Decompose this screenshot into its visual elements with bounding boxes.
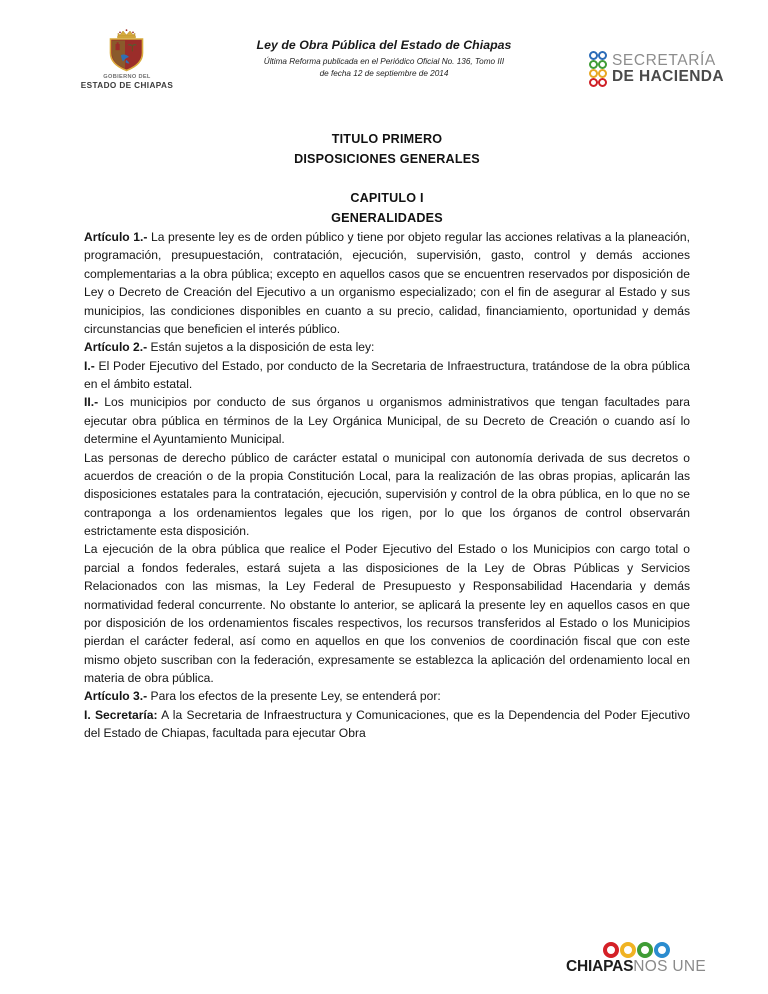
article-label: Artículo 1.- bbox=[84, 230, 148, 245]
article-text: A la Secretaria de Infraestructura y Comunicaciones, que es la Dependencia del Poder Ejecutivo del Estado de Chiapas, facultada para ejecutar Obra bbox=[84, 707, 690, 741]
document-subtitle-line2: de fecha 12 de septiembre de 2014 bbox=[319, 69, 449, 79]
heading-generalidades: GENERALIDADES bbox=[331, 210, 443, 225]
article-label: I.- bbox=[84, 358, 95, 373]
chiapas-logo-bold-text: CHIAPAS bbox=[566, 957, 634, 975]
gobierno-estado-chiapas-logo bbox=[74, 27, 180, 91]
chiapas-coat-of-arms-icon bbox=[74, 27, 180, 73]
article-text: La presente ley es de orden público y tiene por objeto regular las acciones relativas a la planeación, programación, presupuestación, contratación, ejecución, supervisión, gasto, control y demás acciones complementarias a la obra pública; excepto en aquellos casos que se encuentren reservados por disposición de Ley o Decreto de Creación del Ejecutivo a un organismo especializado; con el fin de asegurar al Estado y sus municipios, las condiciones disponibles en cuanto a su precio, calidad, financiamiento, oportunidad y demás circunstancias que beneficien el interés público. bbox=[84, 230, 690, 336]
chiapas-logo-light-text: NOS UNE bbox=[633, 957, 706, 975]
secretaria-de-hacienda-logo bbox=[589, 51, 724, 87]
article-paragraph bbox=[84, 706, 690, 743]
chiapas-logo-rings-icon bbox=[566, 942, 706, 958]
article-text: Están sujetos a la disposición de esta ley: bbox=[147, 340, 375, 355]
heading-capitulo: CAPITULO I bbox=[350, 191, 424, 206]
document-body bbox=[0, 130, 768, 743]
article-paragraph bbox=[84, 449, 690, 541]
titulo-primero-heading bbox=[84, 130, 690, 169]
document-subtitle-line1: Última Reforma publicada en el Periódico Oficial No. 136, Tomo III bbox=[263, 57, 505, 67]
gob-logo-caption bbox=[74, 74, 180, 91]
secretaria-logo-line1: SECRETARÍA bbox=[611, 52, 716, 70]
article-text: Para los efectos de la presente Ley, se entenderá por: bbox=[147, 689, 441, 704]
article-text: La ejecución de la obra pública que realice el Poder Ejecutivo del Estado o los Municipios con cargo total o parcial a fondos federales, estará sujeta a las disposiciones de la Ley de Obras Públicas y Servicios Relacionados con las mismas, la Ley Federal de Presupuesto y Responsabilidad Hacendaria y demás normatividad federal concurrente. No obstante lo anterior, se aplicará la presente ley en aquellos casos en que por disposición de los ordenamientos fiscales respectivos, los recursos transferidos al Estado o los Municipios pierdan el carácter federal, así como en aquellos en que los convenios de coordinación fiscal que con este mismo objeto suscriban con la federación, expresamente se establezca la aplicación del ordenamiento local en materia de obra pública. bbox=[84, 542, 690, 686]
article-paragraph bbox=[84, 228, 690, 338]
gob-caption-line1: GOBIERNO DEL bbox=[103, 74, 151, 80]
article-text: Los municipios por conducto de sus órganos u organismos administrativos que tengan facultades para ejecutar obra pública en términos de la Ley Orgánica Municipal, de su Decreto de Creación o cuando así lo determine el Ayuntamiento Municipal. bbox=[84, 395, 690, 447]
article-label: I. Secretaría: bbox=[84, 707, 158, 722]
article-paragraph bbox=[84, 687, 690, 705]
document-header bbox=[0, 0, 768, 100]
article-label: II.- bbox=[84, 395, 99, 410]
article-paragraph bbox=[84, 540, 690, 687]
article-paragraph bbox=[84, 338, 690, 356]
heading-disposiciones: DISPOSICIONES GENERALES bbox=[294, 151, 480, 166]
article-text: Las personas de derecho público de carácter estatal o municipal con autonomía derivada de sus decretos o acuerdos de creación o de la propia Constitución Local, para la realización de las obras propias, aplicarán las disposiciones estatales para la contratación, ejecución, supervisión y control de la obra pública, en lo que no se contraponga a los ordenamientos legales que los rigen, por lo que los órganos de control observarán estrictamente esta disposición. bbox=[84, 450, 690, 539]
document-title-block bbox=[196, 38, 572, 80]
article-paragraph bbox=[84, 393, 690, 448]
gob-caption-line2: ESTADO DE CHIAPAS bbox=[80, 80, 174, 90]
document-title: Ley de Obra Pública del Estado de Chiapas bbox=[256, 38, 512, 52]
capitulo-primero-heading bbox=[84, 189, 690, 228]
heading-titulo: TITULO PRIMERO bbox=[331, 132, 443, 146]
secretaria-logo-line2: DE HACIENDA bbox=[611, 68, 724, 85]
chiapas-logo-wordmark bbox=[566, 959, 706, 975]
article-paragraph bbox=[84, 357, 690, 394]
article-label: Artículo 2.- bbox=[84, 340, 148, 355]
chiapas-nos-une-logo bbox=[566, 942, 706, 975]
secretaria-logo-rings-icon bbox=[589, 51, 607, 87]
article-text: El Poder Ejecutivo del Estado, por conducto de la Secretaria de Infraestructura, tratándose de la obra pública en el ámbito estatal. bbox=[84, 358, 690, 392]
article-label: Artículo 3.- bbox=[84, 689, 148, 704]
